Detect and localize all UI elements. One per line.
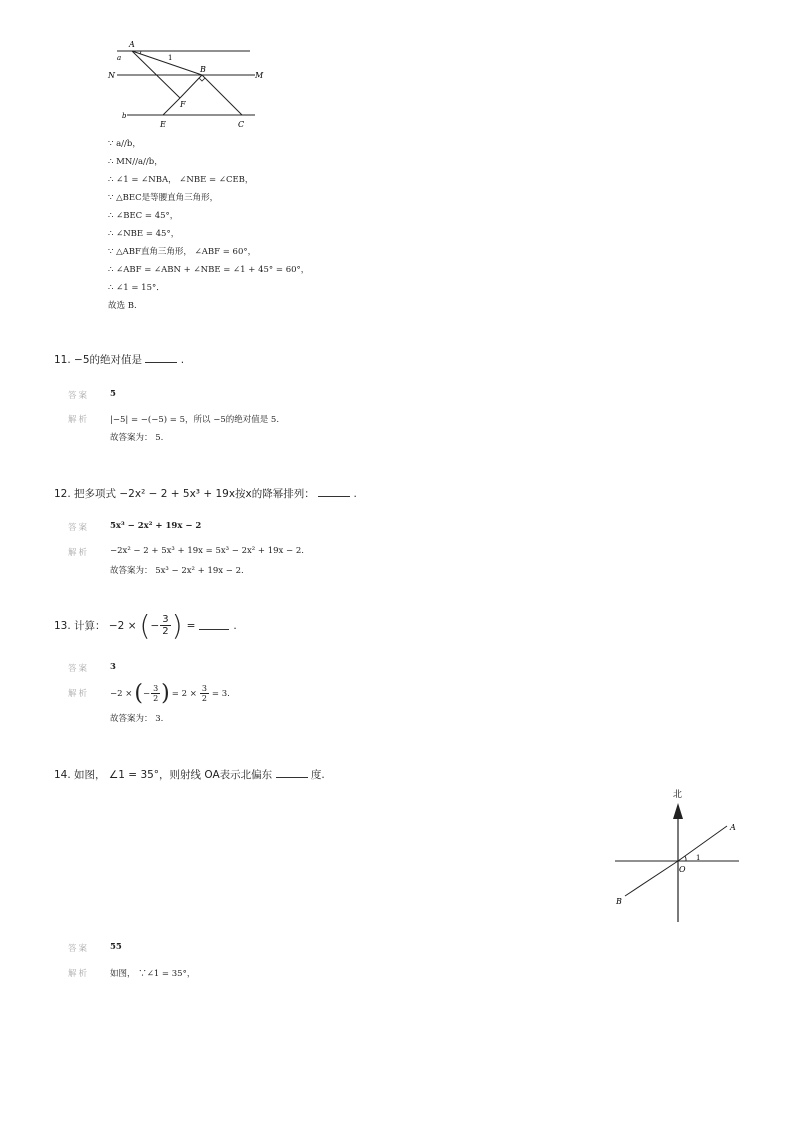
q10-solution-line: ∴ ∠ABF = ∠ABN + ∠NBE = ∠1 + 45° = 60°， [108, 265, 310, 275]
q12-answer-label: 答案 [68, 523, 90, 533]
compass-figure [605, 783, 750, 926]
label-B: B [616, 897, 622, 906]
q10-solution-line: ∴ ∠BEC = 45°， [108, 211, 179, 221]
q14-analysis-label: 解析 [68, 969, 90, 979]
label-b: b [122, 112, 127, 120]
q10-solution-line: ∴ ∠1 = 15°． [108, 283, 165, 293]
q11-analysis-line: 故答案为： 5. [110, 433, 164, 443]
frac-numerator: 3 [201, 684, 207, 693]
angle-1-arc [685, 856, 686, 861]
q10-solution-line: ∴ MN//a//b， [108, 157, 163, 167]
label-B: B [200, 65, 206, 74]
q13-frac-sign: − [150, 619, 160, 632]
q13-analysis-pre: −2 × [110, 688, 133, 699]
label-M: M [255, 71, 264, 80]
q11-answer-label: 答案 [68, 391, 90, 401]
right-paren: ) [171, 609, 183, 642]
q10-solution-line: ∴ ∠1 = ∠NBA， ∠NBE = ∠CEB， [108, 175, 254, 185]
q13-question-text: 13. 计算： −2 × [54, 620, 137, 632]
right-paren: ) [161, 681, 170, 706]
q12-question-end: . [353, 488, 357, 500]
q13-analysis-post: = 3. [211, 688, 230, 699]
label-N: N [108, 71, 115, 80]
frac-numerator: 3 [153, 684, 159, 693]
q14-answer-label: 答案 [68, 944, 90, 954]
ray-OA [678, 826, 727, 861]
q13-analysis-line [110, 681, 230, 706]
q13-analysis-label: 解析 [68, 689, 90, 699]
q13-analysis-sign: − [142, 688, 151, 699]
q11-question-end: . [180, 354, 185, 366]
ray-OB [625, 861, 678, 896]
left-paren: ( [139, 609, 151, 642]
segment-BC [202, 75, 242, 115]
label-A: A [129, 40, 135, 49]
q10-solution-line: ∵ a//b， [108, 139, 141, 149]
label-F: F [180, 100, 186, 109]
label-a: a [117, 54, 122, 62]
q13-equals: = [186, 619, 196, 632]
q14-analysis-line: 如图， ∵∠1 = 35°， [110, 969, 196, 979]
q12-analysis-line: −2x² − 2 + 5x³ + 19x = 5x³ − 2x² + 19x − 2. [110, 546, 304, 556]
q13-analysis-mid: = 2 × [171, 688, 197, 699]
q12-analysis-line: 故答案为： 5x³ − 2x² + 19x − 2. [110, 566, 244, 576]
q11-analysis-line: |−5| = −(−5) = 5，所以 −5的绝对值是 5. [110, 415, 280, 425]
q13-question-end: . [233, 619, 237, 632]
segment-BF [180, 75, 202, 98]
frac-denominator: 2 [201, 694, 207, 703]
q12-question-text: 12. 把多项式 −2x² − 2 + 5x³ + 19x按x的降幂排列： [54, 488, 315, 500]
q13-answer: 3 [110, 662, 116, 672]
left-paren: ( [134, 681, 143, 706]
q13-analysis-fraction [151, 684, 160, 703]
q14-question-end: 度. [310, 769, 325, 781]
q11-question [54, 352, 184, 367]
q13-analysis-line: 故答案为： 3. [110, 714, 164, 724]
q10-solution-line: ∴ ∠NBE = 45°， [108, 229, 180, 239]
q14-answer: 55 [110, 942, 122, 952]
q13-frac-denominator: 2 [162, 626, 169, 637]
q11-answer-blank [145, 362, 177, 363]
label-1: 1 [168, 54, 173, 62]
label-C: C [238, 120, 245, 129]
label-1: 1 [696, 854, 701, 862]
q11-answer: 5 [110, 389, 116, 399]
q10-solution-line: ∵ △BEC是等腰直角三角形， [108, 193, 219, 203]
north-arrowhead [673, 803, 683, 819]
label-O: O [679, 865, 686, 874]
segment-AB [132, 51, 202, 75]
q12-answer-blank [318, 496, 350, 497]
label-A: A [730, 823, 736, 832]
right-angle-mark [199, 78, 205, 81]
q10-solution-line: 故选 B. [108, 301, 137, 311]
q12-analysis-label: 解析 [68, 548, 90, 558]
q14-question [54, 767, 325, 782]
q13-answer-blank [199, 629, 229, 630]
q13-frac-numerator: 3 [162, 614, 169, 625]
q14-answer-blank [276, 777, 308, 778]
q12-question [54, 486, 357, 501]
q13-analysis-fraction [200, 684, 209, 703]
label-E: E [160, 120, 166, 129]
q14-question-text: 14. 如图， ∠1 = 35°，则射线 OA表示北偏东 [54, 769, 273, 781]
q10-solution-line: ∵ △ABF直角三角形， ∠ABF = 60°， [108, 247, 257, 257]
q11-analysis-label: 解析 [68, 415, 90, 425]
segment-FE [163, 98, 180, 115]
q13-question [54, 609, 237, 642]
parallel-lines-figure [105, 38, 270, 133]
q13-fraction [160, 614, 170, 637]
q13-answer-label: 答案 [68, 664, 90, 674]
frac-denominator: 2 [153, 694, 159, 703]
label-north: 北 [673, 790, 683, 800]
q11-question-text: 11. −5的绝对值是 [54, 354, 143, 366]
q12-answer: 5x³ − 2x² + 19x − 2 [110, 521, 202, 531]
